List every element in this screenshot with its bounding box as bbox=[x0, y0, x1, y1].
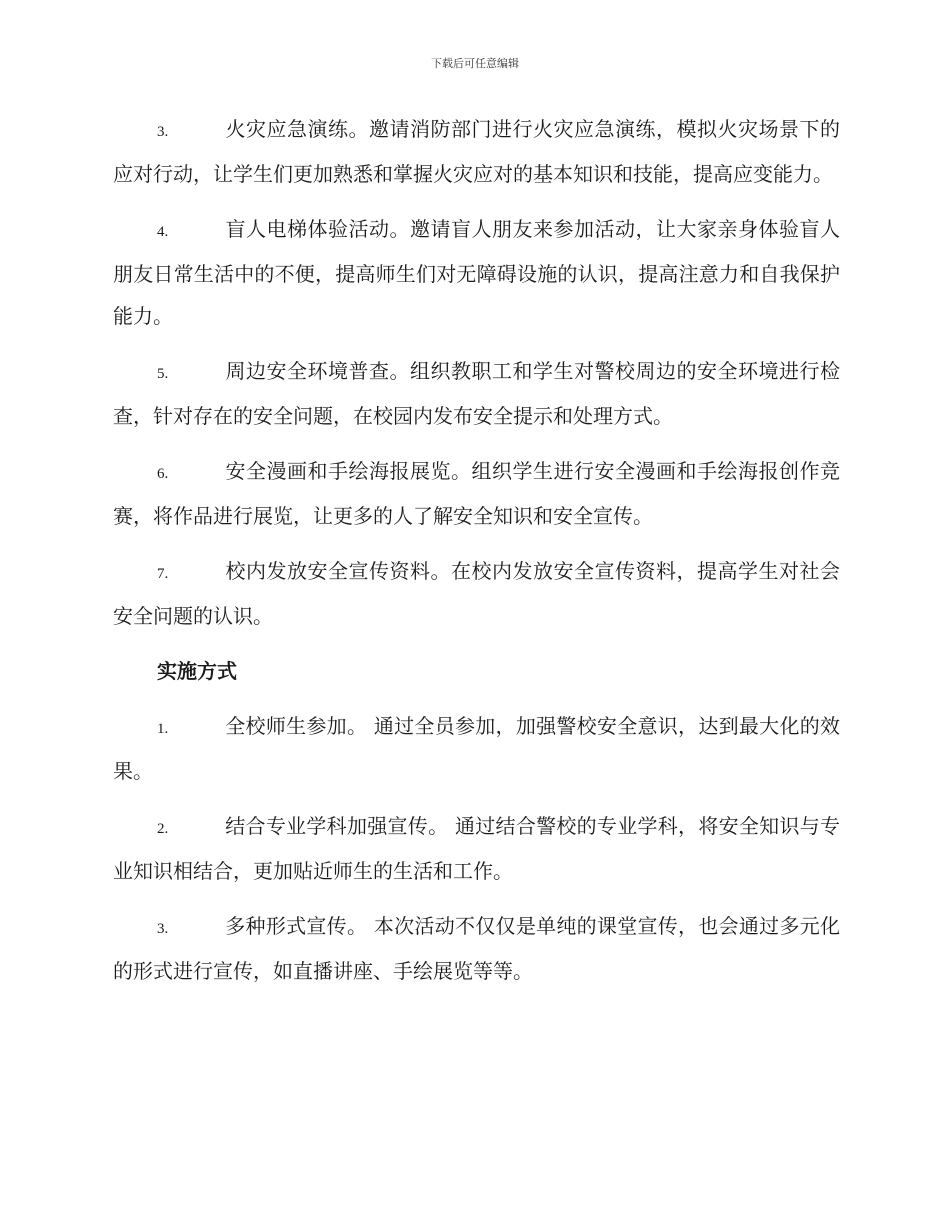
item-number: 4. bbox=[157, 224, 169, 240]
method-item bbox=[113, 705, 840, 792]
item-text: 火灾应急演练。邀请消防部门进行火灾应急演练，模拟火灾场景下的应对行动，让学生们更加熟悉和掌握火灾应对的基本知识和技能，提高应变能力。 bbox=[113, 117, 840, 186]
item-text: 周边安全环境普查。组织教职工和学生对警校周边的安全环境进行检查，针对存在的安全问题，在校园内发布安全提示和处理方式。 bbox=[113, 359, 840, 428]
activity-item bbox=[113, 450, 840, 537]
item-number: 1. bbox=[157, 721, 169, 737]
item-text: 结合专业学科加强宣传。 通过结合警校的专业学科，将安全知识与专业知识相结合，更加贴近师生的生活和工作。 bbox=[113, 814, 840, 883]
item-text: 盲人电梯体验活动。邀请盲人朋友来参加活动，让大家亲身体验盲人朋友日常生活中的不便，提高师生们对无障碍设施的认识，提高注意力和自我保护能力。 bbox=[113, 217, 840, 328]
item-number: 3. bbox=[157, 921, 169, 937]
section-heading: 实施方式 bbox=[157, 659, 237, 683]
activity-item bbox=[113, 550, 840, 637]
item-number: 3. bbox=[157, 124, 169, 140]
item-number: 6. bbox=[157, 466, 169, 482]
activity-item bbox=[113, 108, 840, 195]
method-item bbox=[113, 905, 840, 992]
activity-item bbox=[113, 350, 840, 437]
item-text: 全校师生参加。 通过全员参加，加强警校安全意识，达到最大化的效果。 bbox=[113, 714, 840, 783]
item-number: 2. bbox=[157, 821, 169, 837]
item-text: 安全漫画和手绘海报展览。组织学生进行安全漫画和手绘海报创作竞赛，将作品进行展览，让更多的人了解安全知识和安全宣传。 bbox=[113, 459, 840, 528]
item-number: 5. bbox=[157, 366, 169, 382]
item-text: 多种形式宣传。 本次活动不仅仅是单纯的课堂宣传，也会通过多元化的形式进行宣传，如直播讲座、手绘展览等等。 bbox=[113, 914, 840, 983]
method-item bbox=[113, 805, 840, 892]
item-text: 校内发放安全宣传资料。在校内发放安全宣传资料，提高学生对社会安全问题的认识。 bbox=[113, 559, 840, 628]
page-header: 下载后可任意编辑 bbox=[431, 57, 519, 70]
activity-item bbox=[113, 208, 840, 337]
item-number: 7. bbox=[157, 566, 169, 582]
document-body bbox=[113, 108, 840, 1005]
